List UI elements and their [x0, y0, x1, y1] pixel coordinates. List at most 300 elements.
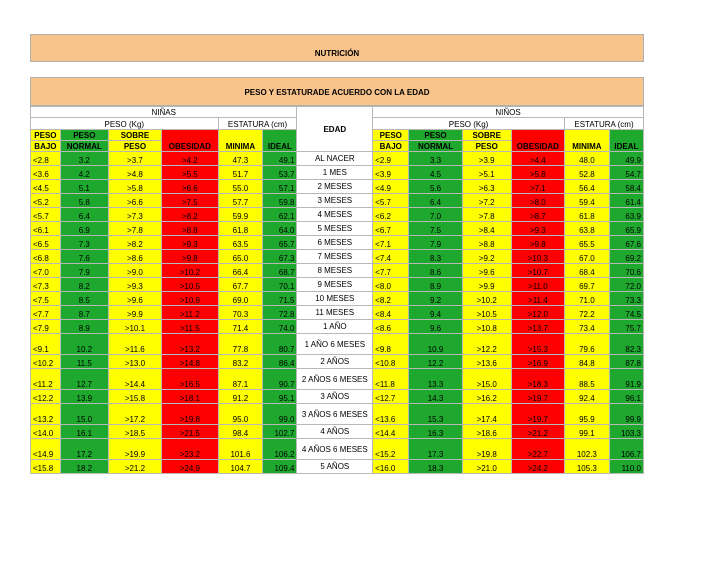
- ninos-peso-normal-cell: 16.3: [409, 425, 462, 439]
- ninos-peso-bajo-cell: <7.7: [373, 264, 409, 278]
- col-obesidad: OBESIDAD: [511, 130, 564, 152]
- ninas-obesidad-cell: >14.8: [162, 355, 218, 369]
- ninas-peso-normal-cell: 5.8: [60, 194, 108, 208]
- ninas-sobre-peso-cell: >7.8: [108, 222, 161, 236]
- ninas-sobre-peso-cell: >15.8: [108, 390, 161, 404]
- ninos-minima-cell: 72.2: [565, 306, 610, 320]
- ninas-minima-cell: 65.0: [218, 250, 263, 264]
- ninos-peso-normal-cell: 6.4: [409, 194, 462, 208]
- ninas-peso-bajo-cell: <7.5: [31, 292, 61, 306]
- ninas-obesidad-cell: >7.5: [162, 194, 218, 208]
- ninos-ideal-cell: 99.9: [609, 404, 643, 425]
- ninos-minima-cell: 71.0: [565, 292, 610, 306]
- col-obesidad: OBESIDAD: [162, 130, 218, 152]
- ninos-peso-normal-cell: 7.0: [409, 208, 462, 222]
- ninas-peso-bajo-cell: <14.0: [31, 425, 61, 439]
- ninos-peso-normal-cell: 12.2: [409, 355, 462, 369]
- table-row: [31, 152, 644, 166]
- edad-cell: 5 AÑOS: [297, 460, 373, 474]
- ninos-ideal-cell: 106.7: [609, 439, 643, 460]
- ninas-sobre-peso-cell: >9.0: [108, 264, 161, 278]
- edad-cell: 2 AÑOS 6 MESES: [297, 369, 373, 390]
- ninas-ideal-cell: 95.1: [263, 390, 297, 404]
- edad-cell: 3 AÑOS 6 MESES: [297, 404, 373, 425]
- table-row: [31, 292, 644, 306]
- ninos-ideal-cell: 67.6: [609, 236, 643, 250]
- ninos-sobre-peso-cell: >21.0: [462, 460, 511, 474]
- table-row: [31, 334, 644, 355]
- ninas-peso-normal-cell: 10.2: [60, 334, 108, 355]
- ninas-sobre-peso-cell: >6.6: [108, 194, 161, 208]
- ninas-minima-cell: 70.3: [218, 306, 263, 320]
- ninas-peso-bajo-cell: <7.9: [31, 320, 61, 334]
- ninas-ideal-cell: 68.7: [263, 264, 297, 278]
- page-title: NUTRICIÓN: [314, 49, 360, 58]
- ninas-ideal-cell: 65.7: [263, 236, 297, 250]
- ninas-ideal-cell: 67.3: [263, 250, 297, 264]
- edad-cell: 2 MESES: [297, 180, 373, 194]
- ninas-peso-normal-cell: 16.1: [60, 425, 108, 439]
- ninos-sobre-peso-cell: >13.6: [462, 355, 511, 369]
- ninas-ideal-cell: 109.4: [263, 460, 297, 474]
- col-peso-bajo: PESO: [31, 130, 61, 141]
- ninas-peso-normal-cell: 17.2: [60, 439, 108, 460]
- ninas-minima-cell: 77.8: [218, 334, 263, 355]
- ninas-obesidad-cell: >4.2: [162, 152, 218, 166]
- ninos-minima-cell: 92.4: [565, 390, 610, 404]
- col-ideal: IDEAL: [263, 130, 297, 152]
- ninos-peso-normal-cell: 8.9: [409, 278, 462, 292]
- edad-cell: 3 MESES: [297, 194, 373, 208]
- ninas-peso-normal-cell: 18.2: [60, 460, 108, 474]
- ninos-minima-cell: 95.9: [565, 404, 610, 425]
- ninos-peso-bajo-cell: <8.0: [373, 278, 409, 292]
- edad-cell: 1 AÑO 6 MESES: [297, 334, 373, 355]
- ninas-sobre-peso-cell: >11.6: [108, 334, 161, 355]
- ninas-peso-normal-cell: 12.7: [60, 369, 108, 390]
- ninos-minima-cell: 99.1: [565, 425, 610, 439]
- ninos-peso-normal-cell: 9.4: [409, 306, 462, 320]
- ninos-peso-bajo-cell: <12.7: [373, 390, 409, 404]
- ninas-estatura-header: ESTATURA (cm): [218, 118, 297, 130]
- ninos-ideal-cell: 70.6: [609, 264, 643, 278]
- ninas-obesidad-cell: >16.5: [162, 369, 218, 390]
- ninas-minima-cell: 101.6: [218, 439, 263, 460]
- ninas-minima-cell: 57.7: [218, 194, 263, 208]
- ninas-sobre-peso-cell: >9.9: [108, 306, 161, 320]
- col-peso-normal: PESO: [409, 130, 462, 141]
- ninas-minima-cell: 98.4: [218, 425, 263, 439]
- ninas-peso-bajo-cell: <2.8: [31, 152, 61, 166]
- table-row: [31, 222, 644, 236]
- table-row: [31, 208, 644, 222]
- ninos-obesidad-cell: >9.8: [511, 236, 564, 250]
- table-row: [31, 250, 644, 264]
- ninos-peso-bajo-cell: <5.7: [373, 194, 409, 208]
- subtitle-bar: [30, 77, 644, 106]
- col-peso-normal-2: NORMAL: [409, 141, 462, 152]
- edad-cell: 4 MESES: [297, 208, 373, 222]
- ninos-minima-cell: 73.4: [565, 320, 610, 334]
- table-row: [31, 369, 644, 390]
- ninas-peso-bajo-cell: <7.0: [31, 264, 61, 278]
- ninos-peso-normal-cell: 10.9: [409, 334, 462, 355]
- ninas-sobre-peso-cell: >3.7: [108, 152, 161, 166]
- table-subtitle: PESO Y ESTATURADE ACUERDO CON LA EDAD: [244, 88, 430, 97]
- ninas-obesidad-cell: >13.2: [162, 334, 218, 355]
- ninas-peso-bajo-cell: <5.2: [31, 194, 61, 208]
- ninos-ideal-cell: 73.3: [609, 292, 643, 306]
- ninas-peso-normal-cell: 6.9: [60, 222, 108, 236]
- ninas-peso-bajo-cell: <9.1: [31, 334, 61, 355]
- ninas-minima-cell: 59.9: [218, 208, 263, 222]
- ninas-minima-cell: 69.0: [218, 292, 263, 306]
- table-row: [31, 264, 644, 278]
- table-row: [31, 180, 644, 194]
- col-ideal: IDEAL: [609, 130, 643, 152]
- ninos-sobre-peso-cell: >17.4: [462, 404, 511, 425]
- col-minima: MINIMA: [218, 130, 263, 152]
- ninas-minima-cell: 61.8: [218, 222, 263, 236]
- ninos-peso-bajo-cell: <7.4: [373, 250, 409, 264]
- ninos-obesidad-cell: >19.7: [511, 404, 564, 425]
- ninas-peso-normal-cell: 8.2: [60, 278, 108, 292]
- ninos-peso-bajo-cell: <6.7: [373, 222, 409, 236]
- ninos-peso-bajo-cell: <8.6: [373, 320, 409, 334]
- ninas-minima-cell: 104.7: [218, 460, 263, 474]
- ninos-obesidad-cell: >8.7: [511, 208, 564, 222]
- ninos-obesidad-cell: >11.0: [511, 278, 564, 292]
- ninas-ideal-cell: 49.1: [263, 152, 297, 166]
- ninos-peso-bajo-cell: <4.9: [373, 180, 409, 194]
- table-row: [31, 425, 644, 439]
- edad-cell: 3 AÑOS: [297, 390, 373, 404]
- ninos-minima-cell: 52.8: [565, 166, 610, 180]
- ninas-sobre-peso-cell: >8.6: [108, 250, 161, 264]
- ninos-ideal-cell: 49.9: [609, 152, 643, 166]
- ninos-obesidad-cell: >4.4: [511, 152, 564, 166]
- ninos-peso-normal-cell: 7.9: [409, 236, 462, 250]
- ninos-peso-header: PESO (Kg): [373, 118, 565, 130]
- ninos-sobre-peso-cell: >9.2: [462, 250, 511, 264]
- ninos-estatura-header: ESTATURA (cm): [565, 118, 644, 130]
- ninas-obesidad-cell: >18.1: [162, 390, 218, 404]
- ninos-minima-cell: 59.4: [565, 194, 610, 208]
- ninas-minima-cell: 91.2: [218, 390, 263, 404]
- ninas-minima-cell: 47.3: [218, 152, 263, 166]
- ninas-sobre-peso-cell: >17.2: [108, 404, 161, 425]
- ninos-minima-cell: 69.7: [565, 278, 610, 292]
- ninas-obesidad-cell: >10.9: [162, 292, 218, 306]
- ninos-obesidad-cell: >22.7: [511, 439, 564, 460]
- ninas-sobre-peso-cell: >7.3: [108, 208, 161, 222]
- ninos-obesidad-cell: >8.0: [511, 194, 564, 208]
- ninos-sobre-peso-cell: >5.1: [462, 166, 511, 180]
- ninas-sobre-peso-cell: >14.4: [108, 369, 161, 390]
- ninas-sobre-peso-cell: >9.6: [108, 292, 161, 306]
- ninos-ideal-cell: 87.8: [609, 355, 643, 369]
- ninas-ideal-cell: 71.5: [263, 292, 297, 306]
- ninos-peso-bajo-cell: <6.2: [373, 208, 409, 222]
- ninos-peso-bajo-cell: <16.0: [373, 460, 409, 474]
- table-row: [31, 166, 644, 180]
- ninas-ideal-cell: 86.4: [263, 355, 297, 369]
- table-row: [31, 320, 644, 334]
- ninos-sobre-peso-cell: >19.8: [462, 439, 511, 460]
- ninas-peso-bajo-cell: <6.1: [31, 222, 61, 236]
- ninos-peso-normal-cell: 8.3: [409, 250, 462, 264]
- ninos-obesidad-cell: >15.3: [511, 334, 564, 355]
- ninas-ideal-cell: 74.0: [263, 320, 297, 334]
- ninas-peso-header: PESO (Kg): [31, 118, 219, 130]
- ninas-peso-normal-cell: 6.4: [60, 208, 108, 222]
- edad-cell: 1 AÑO: [297, 320, 373, 334]
- ninas-ideal-cell: 62.1: [263, 208, 297, 222]
- ninas-ideal-cell: 59.8: [263, 194, 297, 208]
- ninas-peso-normal-cell: 15.0: [60, 404, 108, 425]
- ninas-peso-bajo-cell: <13.2: [31, 404, 61, 425]
- ninos-minima-cell: 105.3: [565, 460, 610, 474]
- ninos-obesidad-cell: >21.2: [511, 425, 564, 439]
- ninas-peso-bajo-cell: <10.2: [31, 355, 61, 369]
- ninos-peso-normal-cell: 17.3: [409, 439, 462, 460]
- ninas-minima-cell: 83.2: [218, 355, 263, 369]
- ninos-sobre-peso-cell: >7.8: [462, 208, 511, 222]
- ninos-peso-normal-cell: 18.3: [409, 460, 462, 474]
- ninas-ideal-cell: 90.7: [263, 369, 297, 390]
- ninas-peso-normal-cell: 4.2: [60, 166, 108, 180]
- ninos-peso-bajo-cell: <14.4: [373, 425, 409, 439]
- ninas-minima-cell: 51.7: [218, 166, 263, 180]
- table-row: [31, 460, 644, 474]
- ninas-sobre-peso-cell: >10.1: [108, 320, 161, 334]
- ninos-minima-cell: 67.0: [565, 250, 610, 264]
- table-row: [31, 439, 644, 460]
- ninas-peso-normal-cell: 13.9: [60, 390, 108, 404]
- ninas-obesidad-cell: >21.5: [162, 425, 218, 439]
- ninas-ideal-cell: 64.0: [263, 222, 297, 236]
- ninos-peso-normal-cell: 15.3: [409, 404, 462, 425]
- col-minima: MINIMA: [565, 130, 610, 152]
- ninos-ideal-cell: 110.0: [609, 460, 643, 474]
- ninas-peso-bajo-cell: <14.9: [31, 439, 61, 460]
- ninas-sobre-peso-cell: >18.5: [108, 425, 161, 439]
- ninos-ideal-cell: 63.9: [609, 208, 643, 222]
- edad-cell: 7 MESES: [297, 250, 373, 264]
- ninos-peso-normal-cell: 3.3: [409, 152, 462, 166]
- ninas-ideal-cell: 102.7: [263, 425, 297, 439]
- ninos-obesidad-cell: >16.9: [511, 355, 564, 369]
- ninas-minima-cell: 66.4: [218, 264, 263, 278]
- ninos-minima-cell: 88.5: [565, 369, 610, 390]
- ninos-sobre-peso-cell: >3.9: [462, 152, 511, 166]
- edad-header: EDAD: [297, 107, 373, 152]
- ninas-header: NIÑAS: [31, 107, 297, 118]
- ninos-obesidad-cell: >19.7: [511, 390, 564, 404]
- ninos-peso-bajo-cell: <7.1: [373, 236, 409, 250]
- col-sobre-peso: SOBRE: [462, 130, 511, 141]
- col-sobre-peso: SOBRE: [108, 130, 161, 141]
- ninas-peso-bajo-cell: <5.7: [31, 208, 61, 222]
- ninas-ideal-cell: 99.0: [263, 404, 297, 425]
- table-row: [31, 236, 644, 250]
- ninas-obesidad-cell: >10.5: [162, 278, 218, 292]
- ninos-peso-normal-cell: 8.6: [409, 264, 462, 278]
- ninos-minima-cell: 84.8: [565, 355, 610, 369]
- ninas-obesidad-cell: >5.5: [162, 166, 218, 180]
- ninos-obesidad-cell: >10.3: [511, 250, 564, 264]
- ninas-obesidad-cell: >19.8: [162, 404, 218, 425]
- col-peso-bajo-2: BAJO: [31, 141, 61, 152]
- ninos-ideal-cell: 103.3: [609, 425, 643, 439]
- ninas-peso-bajo-cell: <15.8: [31, 460, 61, 474]
- ninas-peso-normal-cell: 7.6: [60, 250, 108, 264]
- ninos-peso-bajo-cell: <2.9: [373, 152, 409, 166]
- ninas-peso-normal-cell: 7.9: [60, 264, 108, 278]
- ninos-obesidad-cell: >7.1: [511, 180, 564, 194]
- ninas-peso-normal-cell: 8.5: [60, 292, 108, 306]
- ninas-peso-normal-cell: 7.3: [60, 236, 108, 250]
- ninas-peso-normal-cell: 8.9: [60, 320, 108, 334]
- ninas-ideal-cell: 72.8: [263, 306, 297, 320]
- ninos-sobre-peso-cell: >10.8: [462, 320, 511, 334]
- ninas-peso-bajo-cell: <6.8: [31, 250, 61, 264]
- ninos-minima-cell: 56.4: [565, 180, 610, 194]
- edad-cell: 6 MESES: [297, 236, 373, 250]
- ninas-sobre-peso-cell: >8.2: [108, 236, 161, 250]
- ninos-ideal-cell: 74.5: [609, 306, 643, 320]
- ninas-ideal-cell: 106.2: [263, 439, 297, 460]
- ninos-obesidad-cell: >24.2: [511, 460, 564, 474]
- ninos-obesidad-cell: >12.0: [511, 306, 564, 320]
- ninos-minima-cell: 79.6: [565, 334, 610, 355]
- ninas-peso-normal-cell: 5.1: [60, 180, 108, 194]
- edad-cell: 9 MESES: [297, 278, 373, 292]
- ninas-minima-cell: 95.0: [218, 404, 263, 425]
- ninos-sobre-peso-cell: >15.0: [462, 369, 511, 390]
- ninas-obesidad-cell: >8.8: [162, 222, 218, 236]
- ninas-peso-bajo-cell: <7.3: [31, 278, 61, 292]
- ninas-obesidad-cell: >10.2: [162, 264, 218, 278]
- col-peso-normal-2: NORMAL: [60, 141, 108, 152]
- ninos-peso-normal-cell: 9.6: [409, 320, 462, 334]
- ninas-obesidad-cell: >8.2: [162, 208, 218, 222]
- ninas-peso-bajo-cell: <3.6: [31, 166, 61, 180]
- ninas-peso-bajo-cell: <12.2: [31, 390, 61, 404]
- ninos-peso-bajo-cell: <3.9: [373, 166, 409, 180]
- ninas-ideal-cell: 53.7: [263, 166, 297, 180]
- ninos-ideal-cell: 69.2: [609, 250, 643, 264]
- table-row: [31, 278, 644, 292]
- ninos-ideal-cell: 58.4: [609, 180, 643, 194]
- ninas-obesidad-cell: >9.3: [162, 236, 218, 250]
- ninos-sobre-peso-cell: >7.2: [462, 194, 511, 208]
- ninos-obesidad-cell: >18.3: [511, 369, 564, 390]
- ninas-peso-normal-cell: 8.7: [60, 306, 108, 320]
- table-row: [31, 306, 644, 320]
- ninos-minima-cell: 102.3: [565, 439, 610, 460]
- ninos-minima-cell: 61.8: [565, 208, 610, 222]
- ninos-peso-normal-cell: 9.2: [409, 292, 462, 306]
- ninos-sobre-peso-cell: >10.2: [462, 292, 511, 306]
- ninos-peso-bajo-cell: <8.2: [373, 292, 409, 306]
- ninas-obesidad-cell: >11.5: [162, 320, 218, 334]
- ninas-minima-cell: 67.7: [218, 278, 263, 292]
- edad-cell: 2 AÑOS: [297, 355, 373, 369]
- table-row: [31, 355, 644, 369]
- ninos-header: NIÑOS: [373, 107, 644, 118]
- ninos-minima-cell: 48.0: [565, 152, 610, 166]
- ninas-ideal-cell: 80.7: [263, 334, 297, 355]
- ninos-obesidad-cell: >5.8: [511, 166, 564, 180]
- edad-cell: 5 MESES: [297, 222, 373, 236]
- ninas-sobre-peso-cell: >5.8: [108, 180, 161, 194]
- ninos-obesidad-cell: >11.4: [511, 292, 564, 306]
- ninos-peso-bajo-cell: <8.4: [373, 306, 409, 320]
- ninos-ideal-cell: 72.0: [609, 278, 643, 292]
- ninas-minima-cell: 63.5: [218, 236, 263, 250]
- ninos-sobre-peso-cell: >12.2: [462, 334, 511, 355]
- col-peso-normal: PESO: [60, 130, 108, 141]
- ninos-peso-normal-cell: 5.6: [409, 180, 462, 194]
- ninos-peso-normal-cell: 13.3: [409, 369, 462, 390]
- col-sobre-peso-2: PESO: [108, 141, 161, 152]
- edad-cell: 4 AÑOS 6 MESES: [297, 439, 373, 460]
- ninos-peso-bajo-cell: <11.8: [373, 369, 409, 390]
- ninos-sobre-peso-cell: >9.9: [462, 278, 511, 292]
- ninos-peso-bajo-cell: <10.8: [373, 355, 409, 369]
- ninas-sobre-peso-cell: >9.3: [108, 278, 161, 292]
- ninas-obesidad-cell: >6.6: [162, 180, 218, 194]
- ninos-obesidad-cell: >10.7: [511, 264, 564, 278]
- ninos-ideal-cell: 96.1: [609, 390, 643, 404]
- ninas-sobre-peso-cell: >4.8: [108, 166, 161, 180]
- ninas-peso-normal-cell: 11.5: [60, 355, 108, 369]
- ninas-sobre-peso-cell: >19.9: [108, 439, 161, 460]
- ninas-minima-cell: 87.1: [218, 369, 263, 390]
- ninos-ideal-cell: 61.4: [609, 194, 643, 208]
- ninos-sobre-peso-cell: >18.6: [462, 425, 511, 439]
- ninos-peso-bajo-cell: <9.8: [373, 334, 409, 355]
- ninos-sobre-peso-cell: >16.2: [462, 390, 511, 404]
- ninos-sobre-peso-cell: >10.5: [462, 306, 511, 320]
- col-sobre-peso-2: PESO: [462, 141, 511, 152]
- nutrition-table: [30, 106, 644, 474]
- ninos-peso-normal-cell: 14.3: [409, 390, 462, 404]
- ninas-ideal-cell: 57.1: [263, 180, 297, 194]
- ninas-peso-bajo-cell: <6.5: [31, 236, 61, 250]
- col-peso-bajo-2: BAJO: [373, 141, 409, 152]
- ninas-ideal-cell: 70.1: [263, 278, 297, 292]
- ninos-ideal-cell: 54.7: [609, 166, 643, 180]
- ninas-obesidad-cell: >23.2: [162, 439, 218, 460]
- ninos-ideal-cell: 91.9: [609, 369, 643, 390]
- ninas-sobre-peso-cell: >21.2: [108, 460, 161, 474]
- ninos-obesidad-cell: >13.7: [511, 320, 564, 334]
- ninas-minima-cell: 71.4: [218, 320, 263, 334]
- ninos-peso-bajo-cell: <15.2: [373, 439, 409, 460]
- table-row: [31, 194, 644, 208]
- ninas-peso-bajo-cell: <7.7: [31, 306, 61, 320]
- edad-cell: 10 MESES: [297, 292, 373, 306]
- ninas-obesidad-cell: >11.2: [162, 306, 218, 320]
- ninas-minima-cell: 55.0: [218, 180, 263, 194]
- ninas-peso-bajo-cell: <4.5: [31, 180, 61, 194]
- ninos-minima-cell: 68.4: [565, 264, 610, 278]
- title-bar: [30, 34, 644, 62]
- ninos-minima-cell: 65.5: [565, 236, 610, 250]
- edad-cell: AL NACER: [297, 152, 373, 166]
